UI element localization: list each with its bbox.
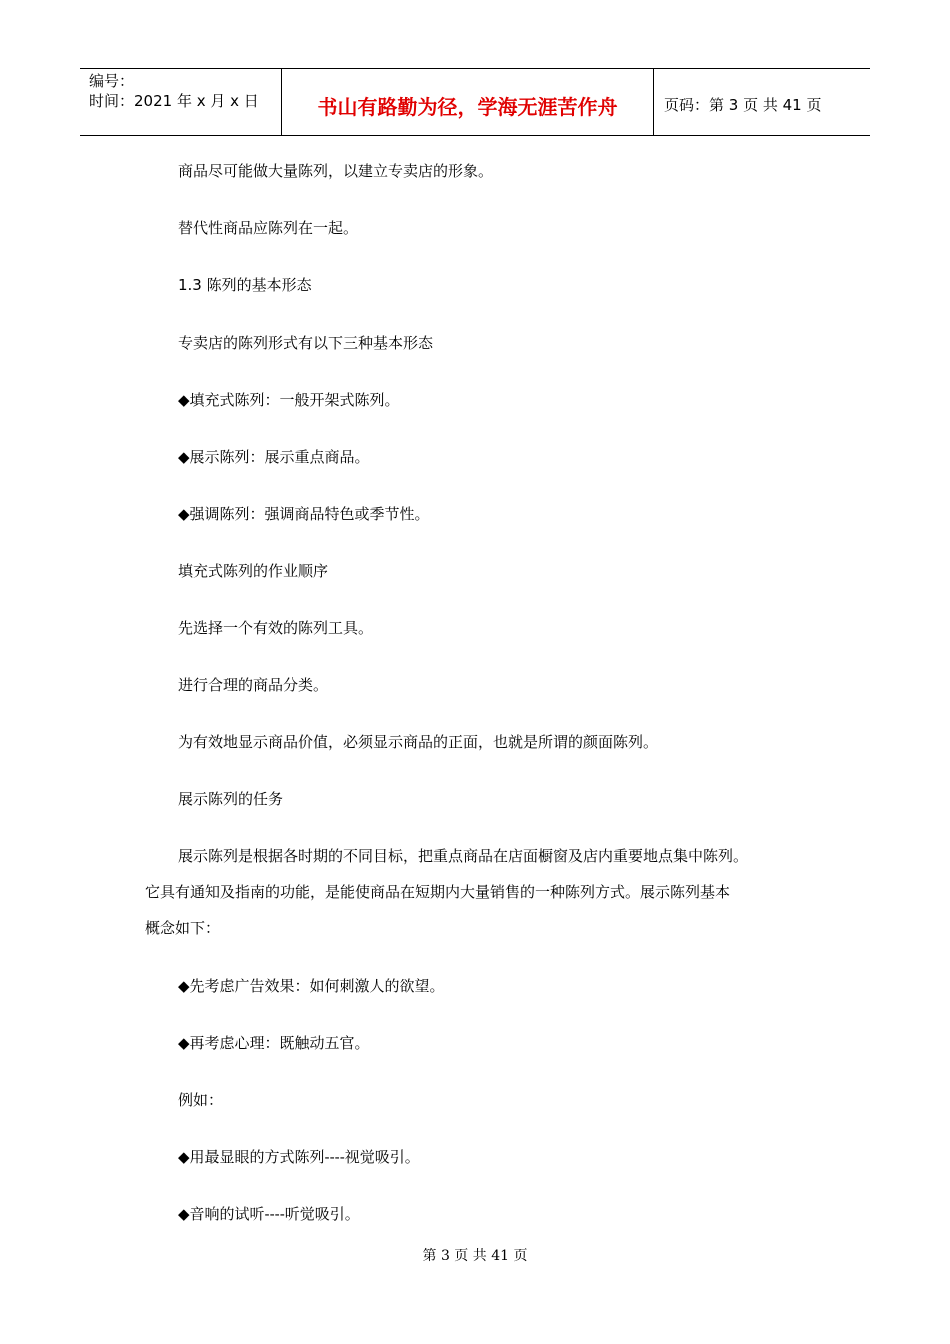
- page-header: [80, 68, 870, 136]
- paragraph: 商品尽可能做大量陈列，以建立专卖店的形象。: [178, 162, 494, 180]
- paragraph: 专卖店的陈列形式有以下三种基本形态: [178, 334, 434, 352]
- paragraph: 替代性商品应陈列在一起。: [178, 219, 359, 237]
- bullet-item: ◆先考虑广告效果：如何刺激人的欲望。: [178, 977, 445, 995]
- paragraph-continued: 它具有通知及指南的功能，是能使商品在短期内大量销售的一种陈列方式。展示陈列基本: [145, 883, 731, 901]
- section-heading: 1.3 陈列的基本形态: [178, 276, 312, 294]
- header-date-label: 时间：2021 年 x 月 x 日: [89, 92, 259, 110]
- header-motto: 书山有路勤为径，学海无涯苦作舟: [282, 69, 654, 135]
- bullet-item: ◆再考虑心理：既触动五官。: [178, 1034, 370, 1052]
- bullet-item: ◆音响的试听----听觉吸引。: [178, 1205, 360, 1223]
- paragraph: 例如：: [178, 1091, 224, 1109]
- bullet-item: ◆填充式陈列：一般开架式陈列。: [178, 391, 400, 409]
- page-footer: 第 3 页 共 41 页: [422, 1248, 528, 1264]
- paragraph: 展示陈列是根据各时期的不同目标，把重点商品在店面橱窗及店内重要地点集中陈列。: [178, 847, 749, 865]
- paragraph: 展示陈列的任务: [178, 790, 284, 808]
- bullet-item: ◆强调陈列：强调商品特色或季节性。: [178, 505, 430, 523]
- header-info-cell: [80, 69, 282, 135]
- paragraph-continued: 概念如下：: [145, 919, 221, 937]
- paragraph: 先选择一个有效的陈列工具。: [178, 619, 374, 637]
- bullet-item: ◆用最显眼的方式陈列----视觉吸引。: [178, 1148, 420, 1166]
- paragraph: 填充式陈列的作业顺序: [178, 562, 329, 580]
- paragraph: 进行合理的商品分类。: [178, 676, 329, 694]
- header-number-label: 编号：: [89, 72, 135, 90]
- paragraph: 为有效地显示商品价值，必须显示商品的正面，也就是所谓的颜面陈列。: [178, 733, 659, 751]
- header-page-label: 页码：第 3 页 共 41 页: [664, 95, 822, 114]
- bullet-item: ◆展示陈列：展示重点商品。: [178, 448, 370, 466]
